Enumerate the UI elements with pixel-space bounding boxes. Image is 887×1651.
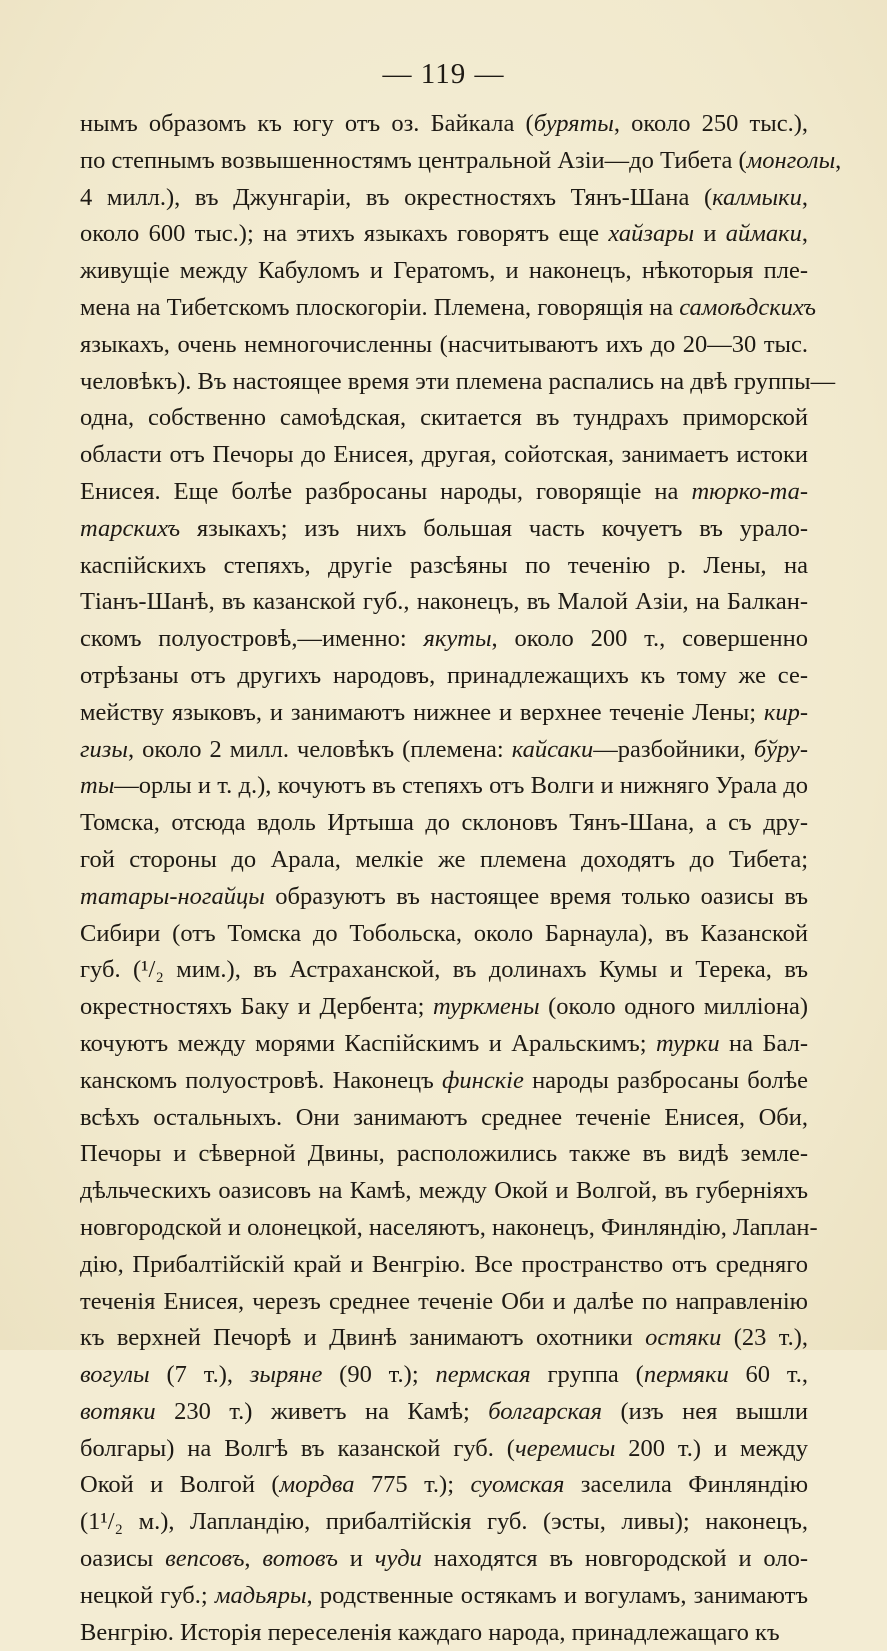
italic-term: бўру-: [753, 735, 808, 763]
text-segment: Тіанъ-Шанѣ, въ казанской губ., наконецъ, въ Малой Азіи, на Балкан-: [80, 588, 808, 616]
text-line: [80, 1173, 808, 1210]
text-segment: ,: [801, 183, 808, 211]
text-segment: (изъ нея вышли: [602, 1397, 808, 1425]
italic-term: якуты: [423, 625, 492, 653]
text-segment: дію, Прибалтійскій край и Венгрію. Все пространство отъ средняго: [80, 1250, 808, 1278]
text-line: [80, 658, 808, 695]
text-segment: 775 т.);: [354, 1471, 471, 1499]
text-line: [80, 1541, 808, 1578]
italic-term: тарскихъ: [80, 514, 181, 542]
italic-term: кайсаки: [511, 735, 594, 763]
text-segment: каспійскихъ степяхъ, другіе разсѣяны по теченію р. Лены, на: [80, 551, 808, 579]
text-segment: и: [694, 220, 726, 248]
text-segment: Сибири (отъ Томска до Тобольска, около Барнаула), въ Казанской: [80, 919, 808, 947]
text-line: [80, 437, 808, 474]
text-segment: (7 т.),: [149, 1361, 250, 1389]
text-line: [80, 621, 808, 658]
italic-term: татары-ногайцы: [80, 882, 265, 910]
text-line: [80, 1431, 808, 1468]
text-segment: около 600 тыс.); на этихъ языкахъ говорятъ еще: [80, 220, 609, 248]
text-segment: Окой и Волгой (: [80, 1471, 280, 1499]
text-segment: окрестностяхъ Баку и Дербента;: [80, 993, 433, 1021]
text-segment: всѣхъ остальныхъ. Они занимаютъ среднее теченіе Енисея, Оби,: [80, 1103, 808, 1131]
italic-term: аймаки: [725, 220, 802, 248]
text-line: [80, 400, 808, 437]
text-segment: ,: [835, 146, 842, 174]
italic-term: турки: [655, 1029, 720, 1057]
text-segment: (23 т.),: [721, 1324, 809, 1352]
text-segment: канскомъ полуостровѣ. Наконецъ: [80, 1066, 443, 1094]
text-line: [80, 180, 808, 217]
text-line: [80, 1615, 808, 1651]
text-segment: на Бал-: [719, 1029, 808, 1057]
italic-term: гизы: [80, 735, 128, 763]
text-line: [80, 143, 842, 180]
text-segment: гой стороны до Арала, мелкіе же племена доходятъ до Тибета;: [80, 845, 808, 873]
text-line: [80, 1136, 808, 1173]
italic-term: хайзары: [608, 220, 695, 248]
text-segment: губ. (¹/₂ мим.), въ Астраханской, въ долинахъ Кумы и Терека, въ: [80, 956, 808, 984]
text-segment: 200 т.) и между: [615, 1434, 809, 1462]
text-line: [80, 1026, 808, 1063]
italic-term: вогулы: [80, 1361, 150, 1389]
text-segment: области отъ Печоры до Енисея, другая, сойотская, занимаетъ истоки: [80, 441, 808, 469]
text-segment: мейству языковъ, и занимаютъ нижнее и верхнее теченіе Лены;: [80, 698, 764, 726]
text-segment: Печоры и сѣверной Двины, расположились также въ видѣ земле-: [80, 1140, 808, 1168]
italic-term: самоѣдскихъ: [679, 293, 816, 321]
text-segment: 60 т.,: [728, 1361, 808, 1389]
text-segment: —разбойники,: [593, 735, 754, 763]
text-segment: и: [337, 1545, 375, 1573]
text-line: [80, 1357, 808, 1394]
text-segment: одна, собственно самоѣдская, скитается въ тундрахъ приморской: [80, 404, 808, 432]
text-line: [80, 1063, 808, 1100]
text-segment: , около 200 т., совершенно: [491, 625, 808, 653]
text-line: [80, 879, 808, 916]
text-line: [80, 1210, 818, 1247]
text-line: [80, 106, 808, 143]
text-segment: , родственные остякамъ и вогуламъ, занимаютъ: [306, 1581, 808, 1609]
italic-term: чуди: [374, 1545, 422, 1573]
text-segment: (около одного милліона): [539, 993, 808, 1021]
text-segment: скомъ полуостровѣ,—именно:: [80, 625, 424, 653]
italic-term: мадьяры: [214, 1581, 307, 1609]
text-segment: группа (: [530, 1361, 644, 1389]
text-line: [80, 732, 808, 769]
text-segment: находятся въ новгородской и оло-: [421, 1545, 808, 1573]
text-segment: болгары) на Волгѣ въ казанской губ. (: [80, 1434, 515, 1462]
italic-term: буряты: [533, 110, 614, 137]
text-line: [80, 1100, 808, 1137]
text-segment: дѣльческихъ оазисовъ на Камѣ, между Окой и Волгой, въ губерніяхъ: [80, 1177, 808, 1205]
text-line: [80, 695, 808, 732]
page-number: — 119 —: [382, 58, 505, 90]
italic-term: мордва: [279, 1471, 355, 1499]
text-line: [80, 584, 808, 621]
text-segment: мена на Тибетскомъ плоскогоріи. Племена, говорящія на: [80, 293, 680, 321]
italic-term: остяки: [645, 1324, 722, 1352]
text-segment: (90 т.);: [322, 1361, 436, 1389]
italic-term: вотяки: [80, 1397, 156, 1425]
text-line: [80, 1578, 808, 1615]
text-line: [80, 1394, 808, 1431]
text-segment: кочуютъ между морями Каспійскимъ и Аральскимъ;: [80, 1029, 656, 1057]
italic-term: вотовъ: [262, 1545, 338, 1573]
text-line: [80, 916, 808, 953]
text-segment: 230 т.) живетъ на Камѣ;: [155, 1397, 489, 1425]
text-line: [80, 327, 808, 364]
italic-term: ты: [80, 772, 115, 800]
text-line: [80, 1247, 808, 1284]
text-segment: языкахъ; изъ нихъ большая часть кочуетъ въ урало-: [180, 514, 808, 542]
text-line: [80, 253, 808, 290]
text-segment: ,: [244, 1545, 263, 1573]
text-segment: , около 250 тыс.),: [613, 110, 808, 137]
text-segment: нымъ образомъ къ югу отъ оз. Байкала (: [80, 110, 534, 137]
text-line: [80, 364, 836, 401]
italic-term: пермяки: [643, 1361, 729, 1389]
text-segment: образуютъ въ настоящее время только оазисы въ: [264, 882, 808, 910]
italic-term: калмыки: [712, 183, 802, 211]
text-line: [80, 1504, 808, 1541]
text-line: [80, 805, 808, 842]
text-segment: (1¹/₂ м.), Лапландію, прибалтійскія губ. (эсты, ливы); наконецъ,: [80, 1508, 808, 1536]
text-segment: народы разбросаны болѣе: [523, 1066, 808, 1094]
text-segment: Томска, отсюда вдоль Иртыша до склоновъ Тянъ-Шана, а съ дру-: [80, 809, 808, 837]
body-text: [80, 106, 842, 1651]
text-segment: отрѣзаны отъ другихъ народовъ, принадлежащихъ къ тому же се-: [80, 661, 808, 689]
text-line: [80, 952, 808, 989]
text-line: [80, 989, 808, 1026]
text-line: [80, 1320, 808, 1357]
italic-term: болгарская: [488, 1397, 603, 1425]
text-segment: Енисея. Еще болѣе разбросаны народы, говорящіе на: [80, 477, 692, 505]
text-segment: къ верхней Печорѣ и Двинѣ занимаютъ охотники: [80, 1324, 646, 1352]
text-segment: заселила Финляндію: [564, 1471, 808, 1499]
text-segment: нецкой губ.;: [80, 1581, 215, 1609]
text-segment: человѣкъ). Въ настоящее время эти племена распались на двѣ группы—: [80, 367, 836, 395]
italic-term: туркмены: [432, 993, 540, 1021]
text-segment: живущіе между Кабуломъ и Гератомъ, и наконецъ, нѣкоторыя пле-: [80, 257, 808, 285]
text-segment: оазисы: [80, 1545, 166, 1573]
text-segment: Венгрію. Исторія переселенія каждаго народа, принадлежащаго къ: [80, 1618, 780, 1646]
text-line: [80, 1467, 808, 1504]
italic-term: черемисы: [514, 1434, 616, 1462]
text-segment: по степнымъ возвышенностямъ центральной Азіи—до Тибета (: [80, 146, 747, 174]
italic-term: тюрко-та-: [691, 477, 808, 505]
text-segment: —орлы и т. д.), кочуютъ въ степяхъ отъ Волги и нижняго Урала до: [114, 772, 808, 800]
text-segment: 4 милл.), въ Джунгаріи, въ окрестностяхъ Тянъ-Шана (: [80, 183, 713, 211]
text-segment: языкахъ, очень немногочисленны (насчитываютъ ихъ до 20—30 тыс.: [80, 330, 808, 358]
italic-term: кир-: [763, 698, 808, 726]
italic-term: зыряне: [249, 1361, 323, 1389]
text-segment: теченія Енисея, черезъ среднее теченіе Оби и далѣе по направленію: [80, 1287, 808, 1315]
text-line: [80, 548, 808, 585]
text-segment: , около 2 милл. человѣкъ (племена:: [127, 735, 512, 763]
text-line: [80, 768, 808, 805]
italic-term: суомская: [470, 1471, 565, 1499]
text-line: [80, 474, 808, 511]
text-line: [80, 511, 808, 548]
text-line: [80, 1284, 808, 1321]
italic-term: финскіе: [442, 1066, 524, 1094]
text-line: [80, 842, 808, 879]
italic-term: вепсовъ: [165, 1545, 245, 1573]
text-line: [80, 290, 816, 327]
italic-term: пермская: [435, 1361, 531, 1389]
text-line: [80, 216, 808, 253]
text-segment: новгородской и олонецкой, населяютъ, наконецъ, Финляндію, Лаплан-: [80, 1213, 818, 1241]
text-segment: ,: [801, 220, 808, 248]
italic-term: монголы: [746, 146, 836, 174]
